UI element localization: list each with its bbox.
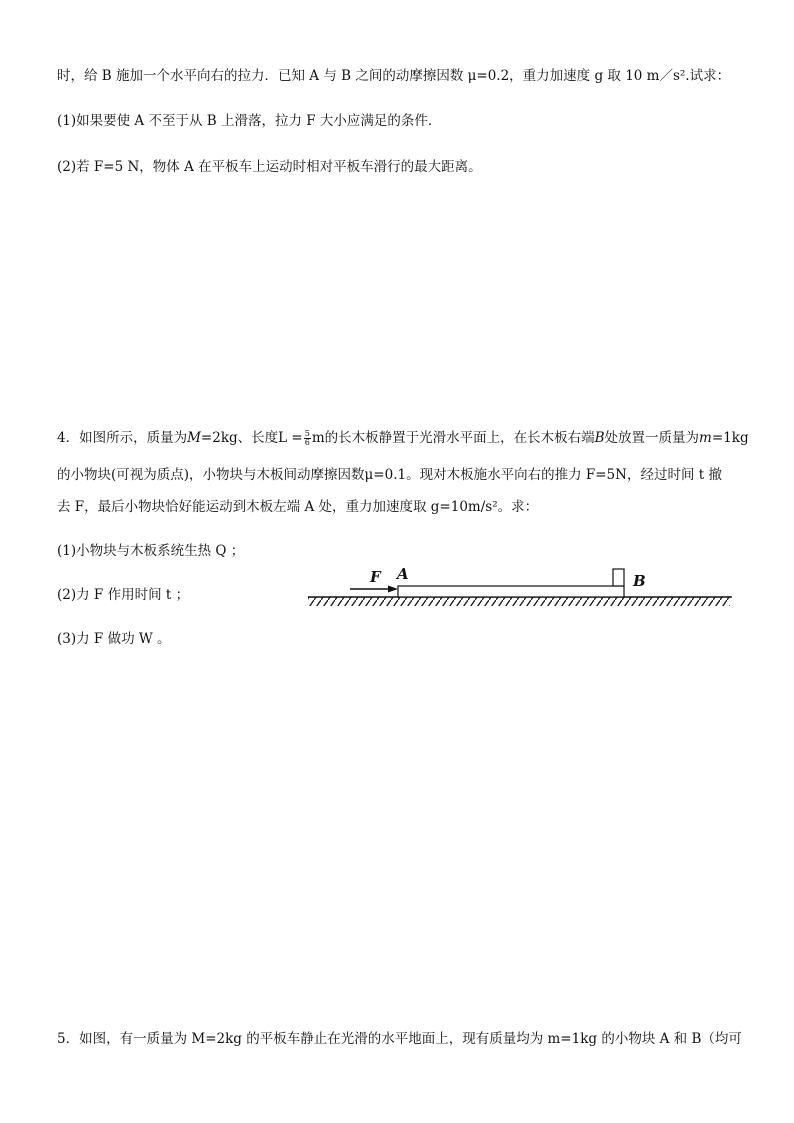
q4-line3: 去 F，最后小物块恰好能运动到木板左端 A 处，重力加速度取 g=10m/s²。求： bbox=[57, 499, 539, 515]
q3-intro: 时，给 B 施加一个水平向右的拉力．已知 A 与 B 之间的动摩擦因数 μ=0.2，重力加速度 g 取 10 m／s².试求： bbox=[57, 68, 731, 84]
label-b: B bbox=[633, 572, 646, 590]
block-mass-symbol: m bbox=[699, 430, 712, 446]
q4-line1-part: 处放置一质量为 bbox=[604, 430, 700, 446]
long-board bbox=[398, 586, 624, 597]
fraction-numerator: 5 bbox=[304, 429, 310, 438]
board-diagram bbox=[300, 560, 740, 610]
length-fraction bbox=[304, 430, 311, 447]
label-a: A bbox=[397, 565, 409, 583]
q4-sub2: (2)力 F 作用时间 t ； bbox=[57, 587, 190, 603]
q3-sub1: (1)如果要使 A 不至于从 B 上滑落，拉力 F 大小应满足的条件． bbox=[57, 113, 442, 129]
q4-line1-part: =1kg bbox=[711, 430, 749, 446]
q4-sub3: (3)力 F 做功 W 。 bbox=[57, 631, 171, 647]
q3-sub2: (2)若 F=5 N，物体 A 在平板车上运动时相对平板车滑行的最大距离。 bbox=[57, 159, 482, 175]
label-f: F bbox=[370, 568, 381, 586]
q4-line1 bbox=[57, 428, 749, 448]
q5-line1: 5．如图，有一质量为 M=2kg 的平板车静止在光滑的水平地面上，现有质量均为 m=1kg 的小物块 A 和 B（均可 bbox=[57, 1031, 742, 1047]
ground-hatching bbox=[308, 597, 730, 606]
small-block bbox=[613, 569, 624, 586]
q4-line1-part: =2kg、长度L = bbox=[200, 430, 303, 446]
point-b-symbol: B bbox=[594, 430, 605, 446]
q4-line2: 的小物块(可视为质点)，小物块与木板间动摩擦因数μ=0.1。现对木板施水平向右的推力 F=5N，经过时间 t 撤 bbox=[57, 467, 722, 483]
fraction-denominator: 6 bbox=[304, 438, 310, 447]
force-arrow-head bbox=[388, 586, 398, 593]
q4-line1-part: m的长木板静置于光滑水平面上，在长木板右端 bbox=[311, 430, 595, 446]
mass-symbol: M bbox=[187, 430, 201, 446]
q4-line1-part: 4．如图所示，质量为 bbox=[57, 430, 188, 446]
q4-sub1: (1)小物块与木板系统生热 Q ； bbox=[57, 543, 245, 559]
